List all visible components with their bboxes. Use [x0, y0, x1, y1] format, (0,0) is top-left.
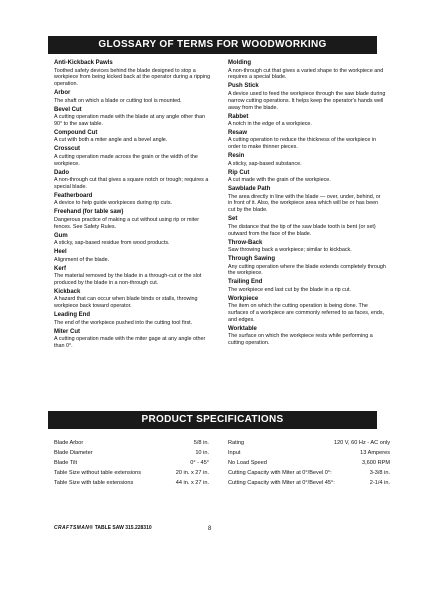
glossary-definition: A cut with both a miter angle and a bevel angle.: [54, 137, 168, 144]
spec-value: 0° - 45°: [190, 460, 209, 466]
glossary-term: Featherboard: [54, 192, 93, 199]
glossary-entry: [228, 216, 386, 237]
glossary-entry: [228, 114, 386, 128]
glossary-definition: A cutting operation made across the grain or the width of the workpiece.: [54, 153, 198, 167]
glossary-definition: A non-through cut that gives a varied shape to the workpiece and requires a special blade.: [228, 67, 384, 81]
spec-label: Table Size without table extensions: [54, 470, 142, 476]
glossary-term: Molding: [228, 60, 251, 66]
glossary-term: Rabbet: [228, 113, 249, 120]
glossary-definition: The surface on which the workpiece rests while performing a cutting operation.: [228, 333, 373, 347]
glossary-term: Throw-Back: [228, 239, 263, 246]
spec-label: Blade Diameter: [54, 450, 93, 456]
glossary-definition: A sticky, sap-based residue from wood products.: [54, 240, 170, 247]
glossary-definition: A sticky, sap-based substance.: [228, 160, 302, 167]
glossary-definition: A device used to feed the workpiece through the saw blade during narrow cutting operations. It helps keep the operator's hands well away from the blade.: [228, 90, 386, 111]
glossary-term: Resaw: [228, 129, 248, 136]
glossary-term: Anti-Kickback Pawls: [54, 60, 113, 66]
brand-logo: CRAFTSMAN®: [54, 525, 94, 531]
glossary-entry: [228, 170, 386, 184]
glossary-entry: [54, 329, 212, 350]
glossary-definition: A cut made with the grain of the workpiece.: [228, 177, 331, 184]
spec-row: [228, 448, 390, 458]
spec-value: 120 V, 60 Hz - AC only: [333, 440, 390, 446]
glossary-definition: The item on which the cutting operation is being done. The surfaces of a workpiece are commonly referred to as faces, ends, and edges.: [228, 303, 385, 324]
glossary-entry: [228, 186, 386, 214]
glossary-term: Workpiece: [228, 295, 259, 302]
spec-value: 44 in. x 27 in.: [175, 480, 209, 486]
spec-value: 13 Amperes: [360, 450, 390, 456]
specs-table-right: [228, 438, 390, 488]
glossary-entry: [228, 83, 386, 111]
spec-row: [54, 468, 209, 478]
spec-label: Rating: [228, 440, 245, 446]
glossary-entry: [228, 296, 386, 324]
glossary-definition: The distance that the tip of the saw blade tooth is bent (or set) outward from the face of the blade.: [228, 223, 376, 237]
glossary-column-right: [228, 60, 386, 349]
spec-value: 10 in.: [195, 450, 209, 456]
spec-label: Cutting Capacity with Miter at 0°/Bevel 0°:: [228, 470, 332, 476]
glossary-definition: The end of the workpiece pushed into the cutting tool first.: [54, 319, 193, 326]
spec-label: Cutting Capacity with Miter at 0°/Bevel 45°:: [228, 480, 335, 486]
glossary-term: Heel: [54, 249, 67, 256]
glossary-definition: The area directly in line with the blade — over, under, behind, or in front of it. Also, the workpiece area which will be or has been cut by the blade.: [228, 193, 381, 214]
spec-row: [54, 448, 209, 458]
glossary-entry: [54, 146, 212, 167]
glossary-term: Leading End: [54, 312, 90, 319]
page-number: 8: [208, 526, 212, 532]
spec-value: 3,600 RPM: [362, 460, 390, 466]
glossary-term: Set: [228, 216, 238, 223]
glossary-definition: Dangerous practice of making a cut without using rip or miter fences. See Safety Rules.: [54, 216, 200, 230]
glossary-term: Freehand (for table saw): [54, 209, 124, 216]
glossary-term: Push Stick: [228, 83, 259, 90]
glossary-definition: A device to help guide workpieces during rip cuts.: [54, 200, 173, 207]
glossary-entry: [228, 326, 386, 347]
glossary-term: Miter Cut: [54, 328, 80, 335]
spec-row: [228, 458, 390, 468]
glossary-entry: [54, 60, 212, 88]
glossary-term: Arbor: [54, 90, 71, 97]
spec-row: [54, 438, 209, 448]
glossary-term: Kerf: [54, 265, 67, 272]
spec-row: [54, 458, 209, 468]
glossary-term: Crosscut: [54, 146, 81, 153]
glossary-definition: A hazard that can occur when blade binds or stalls, throwing workpiece back toward operator.: [54, 296, 198, 310]
glossary-term: Worktable: [228, 325, 257, 332]
footer: [54, 524, 354, 532]
glossary-column-left: [54, 60, 212, 352]
glossary-definition: Any cutting operation where the blade extends completely through the workpiece.: [228, 263, 386, 277]
spec-label: Table Size with table extensions: [54, 480, 134, 486]
glossary-entry: [54, 289, 212, 310]
spec-row: [54, 478, 209, 488]
glossary-term: Gum: [54, 232, 68, 239]
glossary-entry: [228, 279, 386, 293]
glossary-definition: A non-through cut that gives a square notch or trough; requires a special blade.: [54, 177, 209, 191]
glossary-term: Trailing End: [228, 279, 263, 286]
glossary-definition: Alignment of the blade.: [54, 256, 110, 263]
spec-value: 3-3/8 in.: [369, 470, 390, 476]
glossary-entry: [54, 170, 212, 191]
glossary-term: Kickback: [54, 288, 81, 295]
spec-row: [228, 468, 390, 478]
glossary-term: Bevel Cut: [54, 106, 82, 113]
specs-table-left: [54, 438, 209, 488]
glossary-entry: [228, 256, 386, 277]
spec-label: Input: [228, 450, 241, 456]
glossary-definition: The shaft on which a blade or cutting tool is mounted.: [54, 97, 182, 104]
glossary-term: Sawblade Path: [228, 186, 271, 193]
glossary-definition: A notch in the edge of a workpiece.: [228, 121, 312, 128]
spec-label: Blade Tilt: [54, 460, 78, 466]
glossary-definition: A cutting operation made with the blade at any angle other than 90° to the saw table.: [54, 114, 206, 128]
glossary-entry: [54, 107, 212, 128]
specifications-heading: PRODUCT SPECIFICATIONS: [48, 411, 377, 429]
glossary-entry: [54, 233, 212, 247]
glossary-term: Rip Cut: [228, 169, 250, 176]
glossary-term: Compound Cut: [54, 129, 98, 136]
glossary-entry: [54, 90, 212, 104]
spec-value: 20 in. x 27 in.: [175, 470, 209, 476]
spec-value: 2-1/4 in.: [369, 480, 390, 486]
glossary-entry: [54, 249, 212, 263]
glossary-definition: A cutting operation to reduce the thickness of the workpiece in order to make thinner pieces.: [228, 137, 377, 151]
glossary-entry: [54, 209, 212, 230]
glossary-heading: GLOSSARY OF TERMS FOR WOODWORKING: [48, 36, 377, 54]
glossary-entry: [228, 240, 386, 254]
glossary-entry: [54, 193, 212, 207]
glossary-term: Dado: [54, 169, 69, 176]
glossary-entry: [54, 312, 212, 326]
spec-label: No Load Speed: [228, 460, 267, 466]
spec-value: 5/8 in.: [193, 440, 209, 446]
glossary-definition: A cutting operation made with the miter gage at any angle other than 0°.: [54, 336, 206, 349]
glossary-entry: [228, 153, 386, 167]
spec-row: [228, 478, 390, 488]
glossary-definition: The material removed by the blade in a through-cut or the slot produced by the blade in a non-through cut.: [54, 273, 202, 286]
glossary-definition: Toothed safety devices behind the blade designed to stop a workpiece from being kicked back at the operator during a ripping operation.: [54, 67, 211, 88]
spec-row: [228, 438, 390, 448]
glossary-entry: [54, 266, 212, 287]
glossary-entry: [54, 130, 212, 144]
glossary-term: Through Sawing: [228, 256, 275, 262]
glossary-definition: Saw throwing back a workpiece; similar to kickback.: [228, 247, 352, 254]
glossary-definition: The workpiece end last cut by the blade in a rip cut.: [228, 286, 351, 293]
spec-label: Blade Arbor: [54, 440, 84, 446]
glossary-entry: [228, 60, 386, 81]
glossary-entry: [228, 130, 386, 151]
glossary-term: Resin: [228, 153, 245, 160]
model-label: TABLE SAW 315.228310: [94, 525, 152, 531]
